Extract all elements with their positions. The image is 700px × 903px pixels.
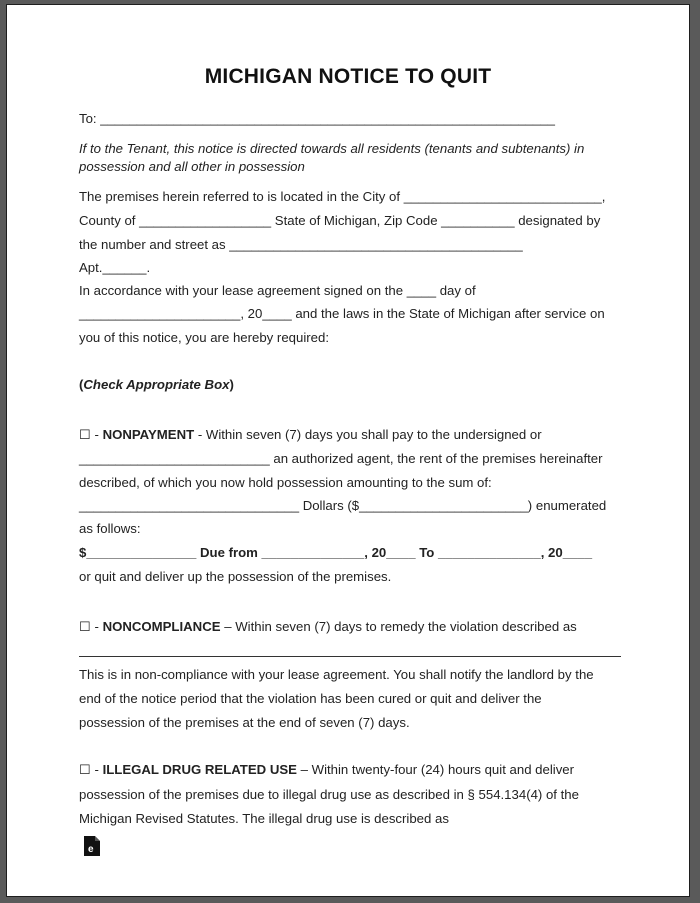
premises-line1: The premises herein referred to is located in the City of ___________________________, (79, 189, 606, 204)
violation-blank-line (79, 656, 621, 657)
to-field: To: ______________________________________________________________ (79, 111, 555, 126)
noncompliance-checkbox[interactable]: ☐ - (79, 619, 99, 634)
nonpayment-line1 (79, 427, 542, 443)
nonpayment-line5: as follows: (79, 521, 141, 536)
lease-line1: In accordance with your lease agreement signed on the ____ day of (79, 283, 476, 298)
check-box-label: Check Appropriate Box (83, 377, 230, 392)
nonpayment-line4: ______________________________ Dollars ($_______________________) enumerated (79, 498, 607, 513)
check-box-instruction (79, 377, 234, 392)
lease-line2: ______________________, 20____ and the laws in the State of Michigan after service on (79, 306, 605, 321)
tenant-note-line1: If to the Tenant, this notice is directed towards all residents (tenants and subtenants) in (79, 141, 585, 156)
document-page (6, 4, 690, 897)
nonpayment-line3: described, of which you now hold possession amounting to the sum of: (79, 475, 492, 490)
nonpayment-heading: NONPAYMENT (102, 427, 195, 442)
noncompliance-line3: end of the notice period that the violation has been cured or quit and deliver the (79, 691, 542, 706)
noncompliance-line4: possession of the premises at the end of seven (7) days. (79, 715, 410, 730)
document-title: MICHIGAN NOTICE TO QUIT (204, 65, 492, 88)
illegal-drug-line2: possession of the premises due to illegal drug use as described in § 554.134(4) of the (79, 787, 579, 802)
premises-line3: the number and street as ________________________________________ (79, 237, 523, 252)
illegal-drug-checkbox[interactable]: ☐ - (79, 762, 99, 777)
illegal-drug-heading: ILLEGAL DRUG RELATED USE (102, 762, 297, 777)
illegal-drug-line3: Michigan Revised Statutes. The illegal drug use is described as (79, 811, 449, 826)
noncompliance-line1 (79, 619, 577, 635)
noncompliance-line1-text: – Within seven (7) days to remedy the violation described as (220, 619, 577, 634)
nonpayment-line6: $_______________ Due from ______________, 20____ To ______________, 20____ (79, 545, 593, 560)
nonpayment-checkbox[interactable]: ☐ - (79, 427, 99, 442)
svg-text:e: e (88, 844, 94, 855)
nonpayment-line7: or quit and deliver up the possession of the premises. (79, 569, 392, 584)
noncompliance-heading: NONCOMPLIANCE (102, 619, 221, 634)
tenant-note-line2: possession and all other in possession (79, 159, 305, 174)
premises-line4: Apt.______. (79, 260, 151, 275)
eforms-logo-icon (83, 835, 101, 857)
paren-open: ( (79, 377, 84, 392)
illegal-drug-line1-text: – Within twenty-four (24) hours quit and deliver (296, 762, 575, 777)
lease-line3: you of this notice, you are hereby required: (79, 330, 329, 345)
paren-close: ) (229, 377, 234, 392)
illegal-drug-line1 (79, 762, 574, 778)
noncompliance-line2: This is in non-compliance with your lease agreement. You shall notify the landlord by the (79, 667, 594, 682)
nonpayment-line2: __________________________ an authorized agent, the rent of the premises hereinafter (79, 451, 603, 466)
nonpayment-line1-text: - Within seven (7) days you shall pay to the undersigned or (194, 427, 542, 442)
premises-line2: County of __________________ State of Michigan, Zip Code __________ designated by (79, 213, 601, 228)
